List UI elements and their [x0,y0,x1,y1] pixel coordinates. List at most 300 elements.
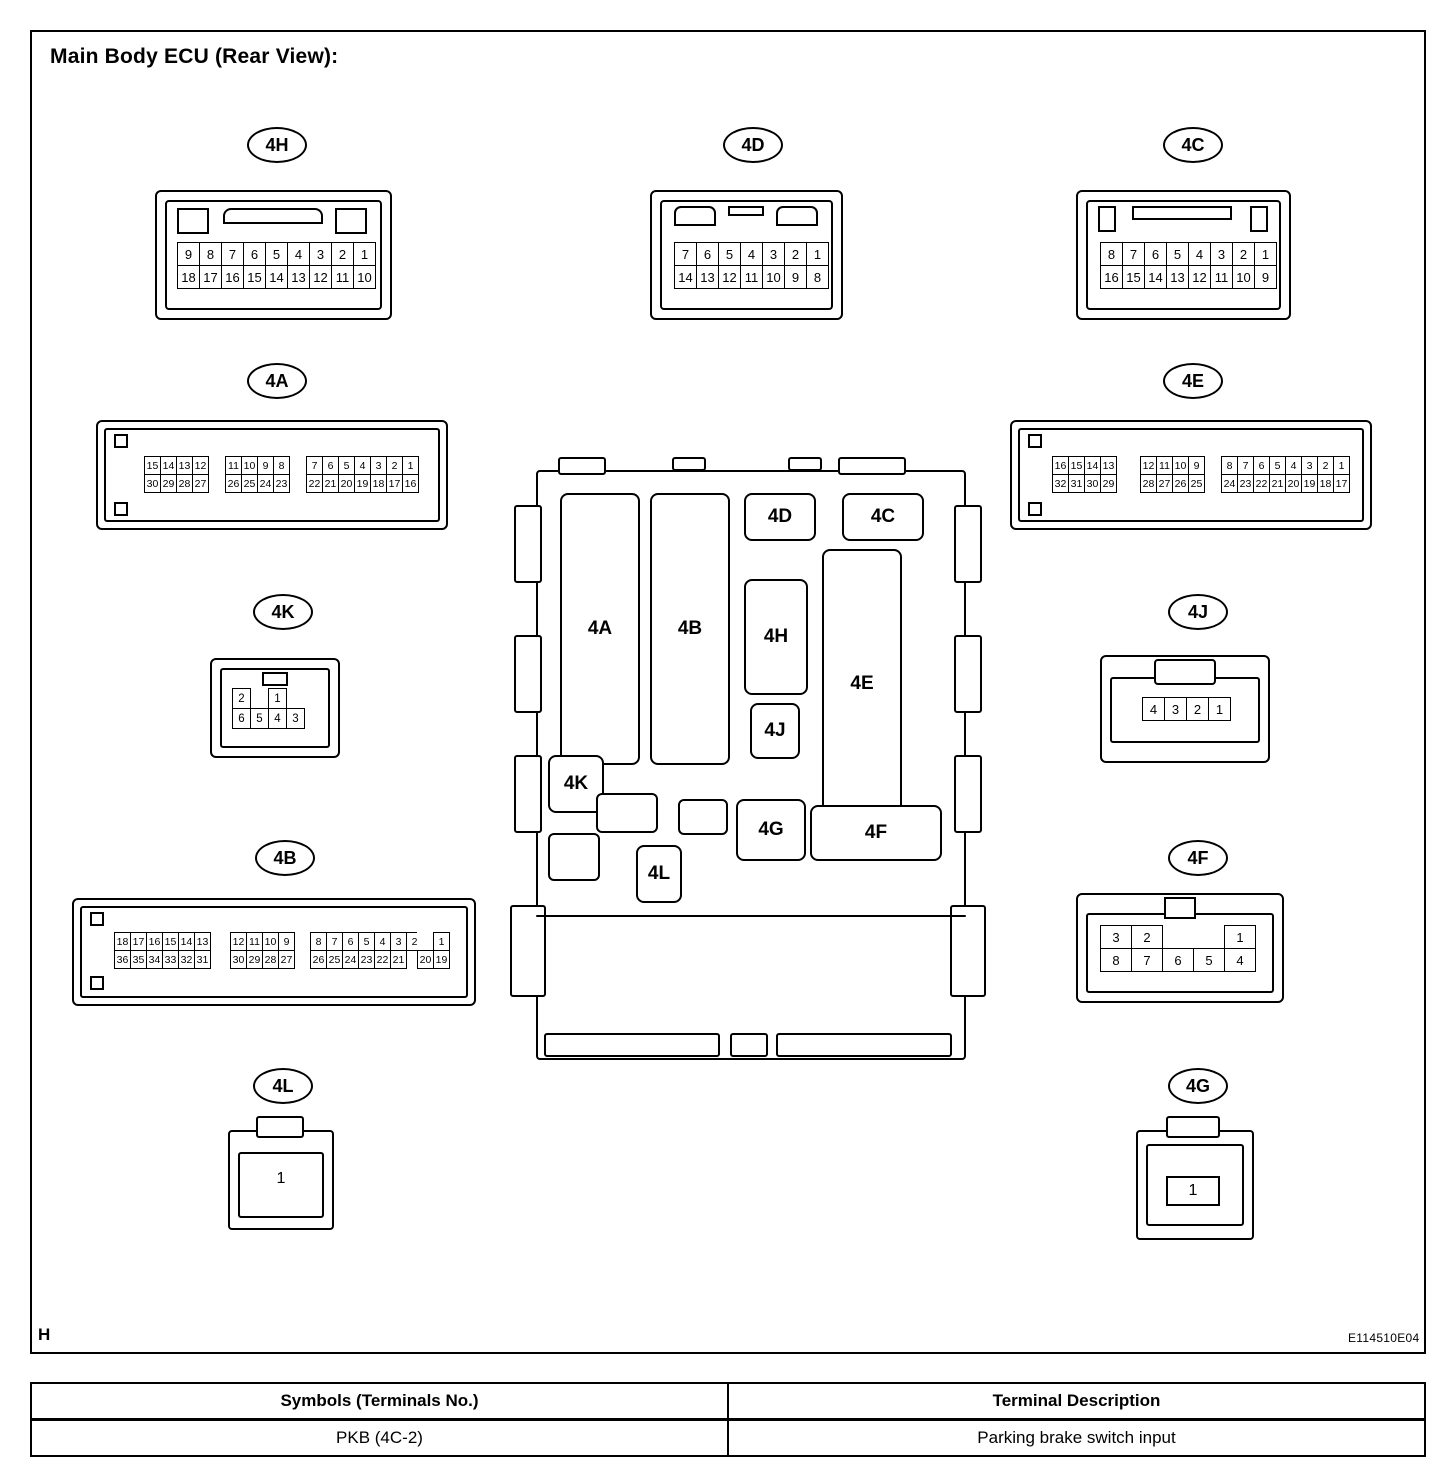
ecu-body-diagram [508,455,988,1075]
pin-cell: 15 [244,266,266,289]
pin-cell: 3 [763,243,785,266]
table-cell-symbol: PKB (4C-2) [31,1420,728,1457]
pin-row [311,951,423,969]
pin-row [1222,475,1350,493]
pin-cell: 23 [359,951,375,969]
ecu-tab-top-1 [558,457,606,475]
connector-label-4f: 4F [1168,840,1228,876]
pin-row [1101,243,1277,266]
pin-row [311,933,423,951]
pin-cell: 13 [1101,457,1117,475]
latch-center-4k [262,672,288,686]
pin-cell: 11 [741,266,763,289]
ecu-port-4d[interactable]: 4D [744,493,816,541]
pin-cell: 5 [266,243,288,266]
ecu-tab-left-3 [514,755,542,833]
ecu-tab-bottom-3 [776,1033,952,1057]
pin-cell: 10 [263,933,279,951]
connector-4e [1010,420,1372,530]
pin-cell: 16 [147,933,163,951]
keyway-bottom-4a [114,502,128,516]
pin-cell: 8 [1101,243,1123,266]
pin-cell: 31 [195,951,211,969]
pin-cell: 1 [269,689,287,709]
pin-cell: 16 [222,266,244,289]
connector-4f [1076,893,1284,1003]
pin-row [1101,266,1277,289]
pin-cell: 3 [1302,457,1318,475]
pin-cell: 24 [258,475,274,493]
pin-cell: 17 [1334,475,1350,493]
pin-row [1053,475,1117,493]
pin-cell: 4 [375,933,391,951]
pin-cell: 15 [1069,457,1085,475]
ecu-tab-bottom-1 [544,1033,720,1057]
connector-4j [1100,655,1270,763]
pin-cell: 30 [145,475,161,493]
ecu-port-4a[interactable]: 4A [560,493,640,765]
pin-cell: 1 [354,243,376,266]
pin-cell: 11 [1211,266,1233,289]
pin-cell: 14 [266,266,288,289]
pin-cell: 30 [231,951,247,969]
latch-right-4d [776,206,818,226]
pin-cell: 24 [1222,475,1238,493]
latch-center-4c [1132,206,1232,220]
pin-cell: 4 [355,457,371,475]
corner-mark: H [38,1325,51,1344]
pin-cell: 36 [115,951,131,969]
pin-cell: 14 [675,266,697,289]
pin-grid-4e-group1 [1052,456,1117,493]
pin-grid-4b-group3 [310,932,423,969]
pin-cell: 22 [1254,475,1270,493]
pin-cell: 10 [354,266,376,289]
pin-cell: 2 [387,457,403,475]
pin-cell: 14 [1085,457,1101,475]
pin-cell: 27 [1157,475,1173,493]
pin-cell: 19 [355,475,371,493]
ecu-port-4h[interactable]: 4H [744,579,808,695]
pin-cell: 33 [163,951,179,969]
page-title: Main Body ECU (Rear View): [50,45,339,68]
pin-cell: 12 [310,266,332,289]
pin-row [226,457,290,475]
pin-row [233,689,305,709]
ecu-tab-right-3 [954,755,982,833]
ecu-port-4e[interactable]: 4E [822,549,902,819]
pin-cell: 4 [1189,243,1211,266]
pin-row [675,243,829,266]
pin-cell: 2 [1318,457,1334,475]
pin-cell: 1 [1225,926,1256,949]
ecu-port-4l[interactable]: 4L [636,845,682,903]
pin-cell: 5 [719,243,741,266]
pin-row [1053,457,1117,475]
pin-cell: 20 [1286,475,1302,493]
pin-cell: 10 [763,266,785,289]
pin-cell: 17 [387,475,403,493]
pin-cell: 13 [697,266,719,289]
pin-row [145,475,209,493]
pin-cell: 1 [434,933,450,951]
pin-cell: 4 [269,709,287,729]
pin-cell: 29 [161,475,177,493]
latch-left-4h [177,208,209,234]
pin-cell: 28 [177,475,193,493]
pin-cell: 26 [226,475,242,493]
pin-cell: 28 [263,951,279,969]
pin-row [231,933,295,951]
latch-right-4h [335,208,367,234]
ecu-tab-left-2 [514,635,542,713]
pin-cell: 7 [327,933,343,951]
pin-grid-4b-group4 [417,932,450,969]
pin-cell: 4 [288,243,310,266]
pin-grid-4d [674,242,829,289]
pin-cell-blank [1194,926,1225,949]
connector-label-4c: 4C [1163,127,1223,163]
connector-label-4b: 4B [255,840,315,876]
ecu-port-4f[interactable]: 4F [810,805,942,861]
pin-cell: 6 [323,457,339,475]
ecu-tab-top-4 [838,457,906,475]
pin-cell: 1 [1166,1176,1220,1206]
table-cell-description: Parking brake switch input [728,1420,1425,1457]
pin-cell: 13 [1167,266,1189,289]
pin-grid-4f [1100,925,1256,972]
pin-cell: 16 [1101,266,1123,289]
pin-row [675,266,829,289]
pin-cell: 20 [339,475,355,493]
pin-cell: 20 [418,951,434,969]
pin-cell: 13 [288,266,310,289]
pin-grid-4e-group3 [1221,456,1350,493]
pin-cell: 1 [1209,698,1231,721]
table-row [31,1420,1425,1457]
ecu-tab-top-3 [788,457,822,471]
pin-row [145,457,209,475]
pin-cell: 12 [231,933,247,951]
pin-cell: 5 [359,933,375,951]
table-header-symbols: Symbols (Terminals No.) [31,1383,728,1420]
ecu-port-4k[interactable]: 4K [548,755,604,813]
pin-cell: 3 [1211,243,1233,266]
latch-top-4g [1166,1116,1220,1138]
pin-row [307,457,419,475]
ecu-tab-left-4 [510,905,546,997]
connector-label-4h: 4H [247,127,307,163]
pin-grid-4a-group2 [225,456,290,493]
pin-row [233,709,305,729]
latch-center-4d [728,206,764,216]
connector-4d [650,190,843,320]
pin-cell: 8 [807,266,829,289]
pin-cell: 1 [807,243,829,266]
keyway-bottom-4b [90,976,104,990]
ecu-block-1 [596,793,658,833]
terminal-table [30,1382,1426,1457]
pin-grid-4a-group1 [144,456,209,493]
pin-row [115,933,211,951]
pin-cell: 31 [1069,475,1085,493]
pin-cell: 6 [697,243,719,266]
pin-cell: 11 [332,266,354,289]
ecu-block-3 [548,833,600,881]
pin-cell: 4 [1286,457,1302,475]
pin-cell: 12 [1141,457,1157,475]
pin-cell: 9 [279,933,295,951]
pin-cell: 18 [178,266,200,289]
pin-cell: 14 [161,457,177,475]
connector-4k [210,658,340,758]
pin-cell: 3 [391,933,407,951]
pin-cell: 17 [131,933,147,951]
ecu-tab-right-1 [954,505,982,583]
pin-cell: 7 [222,243,244,266]
connector-4a [96,420,448,530]
pin-cell: 21 [391,951,407,969]
connector-4b [72,898,476,1006]
pin-cell: 14 [179,933,195,951]
pin-cell: 2 [332,243,354,266]
connector-4h [155,190,392,320]
pin-cell: 6 [1254,457,1270,475]
pin-row [418,933,450,951]
pin-row [307,475,419,493]
pin-cell: 18 [371,475,387,493]
pin-cell: 7 [307,457,323,475]
pin-cell: 12 [719,266,741,289]
pin-row [226,475,290,493]
ecu-tab-left-1 [514,505,542,583]
pin-cell: 9 [1255,266,1277,289]
pin-cell: 4 [1143,698,1165,721]
pin-cell: 25 [1189,475,1205,493]
pin-row [1141,457,1205,475]
pin-cell: 1 [276,1170,286,1187]
pin-cell: 10 [1233,266,1255,289]
pin-cell: 5 [251,709,269,729]
pin-cell: 2 [785,243,807,266]
ecu-block-2 [678,799,728,835]
pin-cell: 3 [287,709,305,729]
pin-cell: 9 [1189,457,1205,475]
pin-cell: 9 [178,243,200,266]
pin-cell: 10 [1173,457,1189,475]
pin-row [231,951,295,969]
connector-4g [1136,1130,1254,1240]
pin-cell: 9 [785,266,807,289]
latch-center-4f [1164,897,1196,919]
pin-cell: 29 [247,951,263,969]
pin-cell: 11 [226,457,242,475]
ecu-port-4c[interactable]: 4C [842,493,924,541]
pin-cell: 8 [1101,949,1132,972]
pin-cell: 22 [375,951,391,969]
pin-cell: 16 [1053,457,1069,475]
pin-row [1143,698,1231,721]
pin-cell: 19 [434,951,450,969]
ecu-tab-right-4 [950,905,986,997]
pin-cell: 5 [1194,949,1225,972]
pin-cell: 1 [403,457,419,475]
connector-label-4j: 4J [1168,594,1228,630]
latch-right-4c [1250,206,1268,232]
pin-row [178,266,376,289]
ecu-port-4b[interactable]: 4B [650,493,730,765]
pin-cell: 6 [343,933,359,951]
ecu-tab-bottom-2 [730,1033,768,1057]
pin-cell: 6 [1163,949,1194,972]
pin-grid-4h [177,242,376,289]
pin-cell: 21 [323,475,339,493]
pin-cell: 6 [1145,243,1167,266]
pin-cell: 34 [147,951,163,969]
pin-cell: 5 [339,457,355,475]
pin-cell: 27 [193,475,209,493]
pin-cell: 22 [307,475,323,493]
pin-cell: 7 [1132,949,1163,972]
pin-grid-4c [1100,242,1277,289]
pin-cell-blank [251,689,269,709]
pin-cell: 12 [1189,266,1211,289]
connector-4l [228,1130,334,1230]
pin-row [1101,949,1256,972]
latch-center-4h [223,208,323,224]
pin-cell: 18 [115,933,131,951]
pin-cell: 24 [343,951,359,969]
pin-cell: 23 [274,475,290,493]
pin-cell: 7 [1238,457,1254,475]
keyway-top-4b [90,912,104,926]
pin-cell: 3 [310,243,332,266]
pin-cell: 8 [274,457,290,475]
table-header-row [31,1383,1425,1420]
pin-grid-4b-group2 [230,932,295,969]
pin-cell: 9 [258,457,274,475]
pin-cell: 16 [403,475,419,493]
pin-cell: 7 [1123,243,1145,266]
ecu-divider [536,915,966,917]
pin-cell: 11 [247,933,263,951]
pin-cell: 18 [1318,475,1334,493]
pin-cell: 2 [1187,698,1209,721]
pin-cell: 15 [1123,266,1145,289]
pin-cell: 10 [242,457,258,475]
pin-cell: 13 [195,933,211,951]
pin-cell: 7 [675,243,697,266]
latch-top-4l [256,1116,304,1138]
pin-row [178,243,376,266]
ecu-tab-top-2 [672,457,706,471]
pin-cell: 26 [1173,475,1189,493]
ecu-tab-right-2 [954,635,982,713]
pin-cell: 13 [177,457,193,475]
pin-cell: 30 [1085,475,1101,493]
pin-cell: 2 [1233,243,1255,266]
pin-cell: 5 [1270,457,1286,475]
connector-label-4k: 4K [253,594,313,630]
pin-cell: 2 [407,933,423,951]
pin-row [1222,457,1350,475]
drawing-code: E114510E04 [1348,1331,1420,1345]
pin-cell: 21 [1270,475,1286,493]
connector-label-4a: 4A [247,363,307,399]
pin-cell: 14 [1145,266,1167,289]
pin-cell: 8 [200,243,222,266]
pin-cell: 4 [741,243,763,266]
pin-grid-4k [232,688,305,729]
pin-cell: 35 [131,951,147,969]
connector-label-4d: 4D [723,127,783,163]
pin-cell: 15 [163,933,179,951]
pin-cell: 32 [179,951,195,969]
pin-cell: 3 [371,457,387,475]
pin-row [1141,475,1205,493]
pin-cell: 23 [1238,475,1254,493]
keyway-top-4a [114,434,128,448]
pin-cell: 8 [311,933,327,951]
pin-grid-4j [1142,697,1231,721]
pin-cell: 25 [327,951,343,969]
connector-label-4g: 4G [1168,1068,1228,1104]
pin-cell: 28 [1141,475,1157,493]
pin-cell: 32 [1053,475,1069,493]
pin-cell: 3 [1165,698,1187,721]
pin-cell: 15 [145,457,161,475]
pin-grid-4b-group1 [114,932,211,969]
pin-cell: 2 [233,689,251,709]
pin-cell: 26 [311,951,327,969]
pin-cell: 27 [279,951,295,969]
pin-cell-blank [1163,926,1194,949]
latch-left-4d [674,206,716,226]
pin-cell: 4 [1225,949,1256,972]
pin-cell: 19 [1302,475,1318,493]
pin-cell: 2 [1132,926,1163,949]
pin-row [115,951,211,969]
pin-grid-4a-group3 [306,456,419,493]
pin-cell: 29 [1101,475,1117,493]
pin-grid-4e-group2 [1140,456,1205,493]
keyway-bottom-4e [1028,502,1042,516]
ecu-port-4g[interactable]: 4G [736,799,806,861]
pin-cell: 6 [244,243,266,266]
table-header-description: Terminal Description [728,1383,1425,1420]
pin-cell: 11 [1157,457,1173,475]
pin-cell-blank [418,933,434,951]
connector-label-4l: 4L [253,1068,313,1104]
pin-cell: 25 [242,475,258,493]
pin-cell: 1 [1334,457,1350,475]
pin-cell: 12 [193,457,209,475]
pin-cell: 6 [233,709,251,729]
connector-label-4e: 4E [1163,363,1223,399]
latch-top-4j [1154,659,1216,685]
pin-cell: 17 [200,266,222,289]
pin-cell: 3 [1101,926,1132,949]
pin-cell: 8 [1222,457,1238,475]
pin-row [418,951,450,969]
connector-4c [1076,190,1291,320]
pin-cell: 1 [1255,243,1277,266]
keyway-top-4e [1028,434,1042,448]
ecu-port-4j[interactable]: 4J [750,703,800,759]
pin-row [1101,926,1256,949]
pin-cell: 5 [1167,243,1189,266]
latch-left-4c [1098,206,1116,232]
